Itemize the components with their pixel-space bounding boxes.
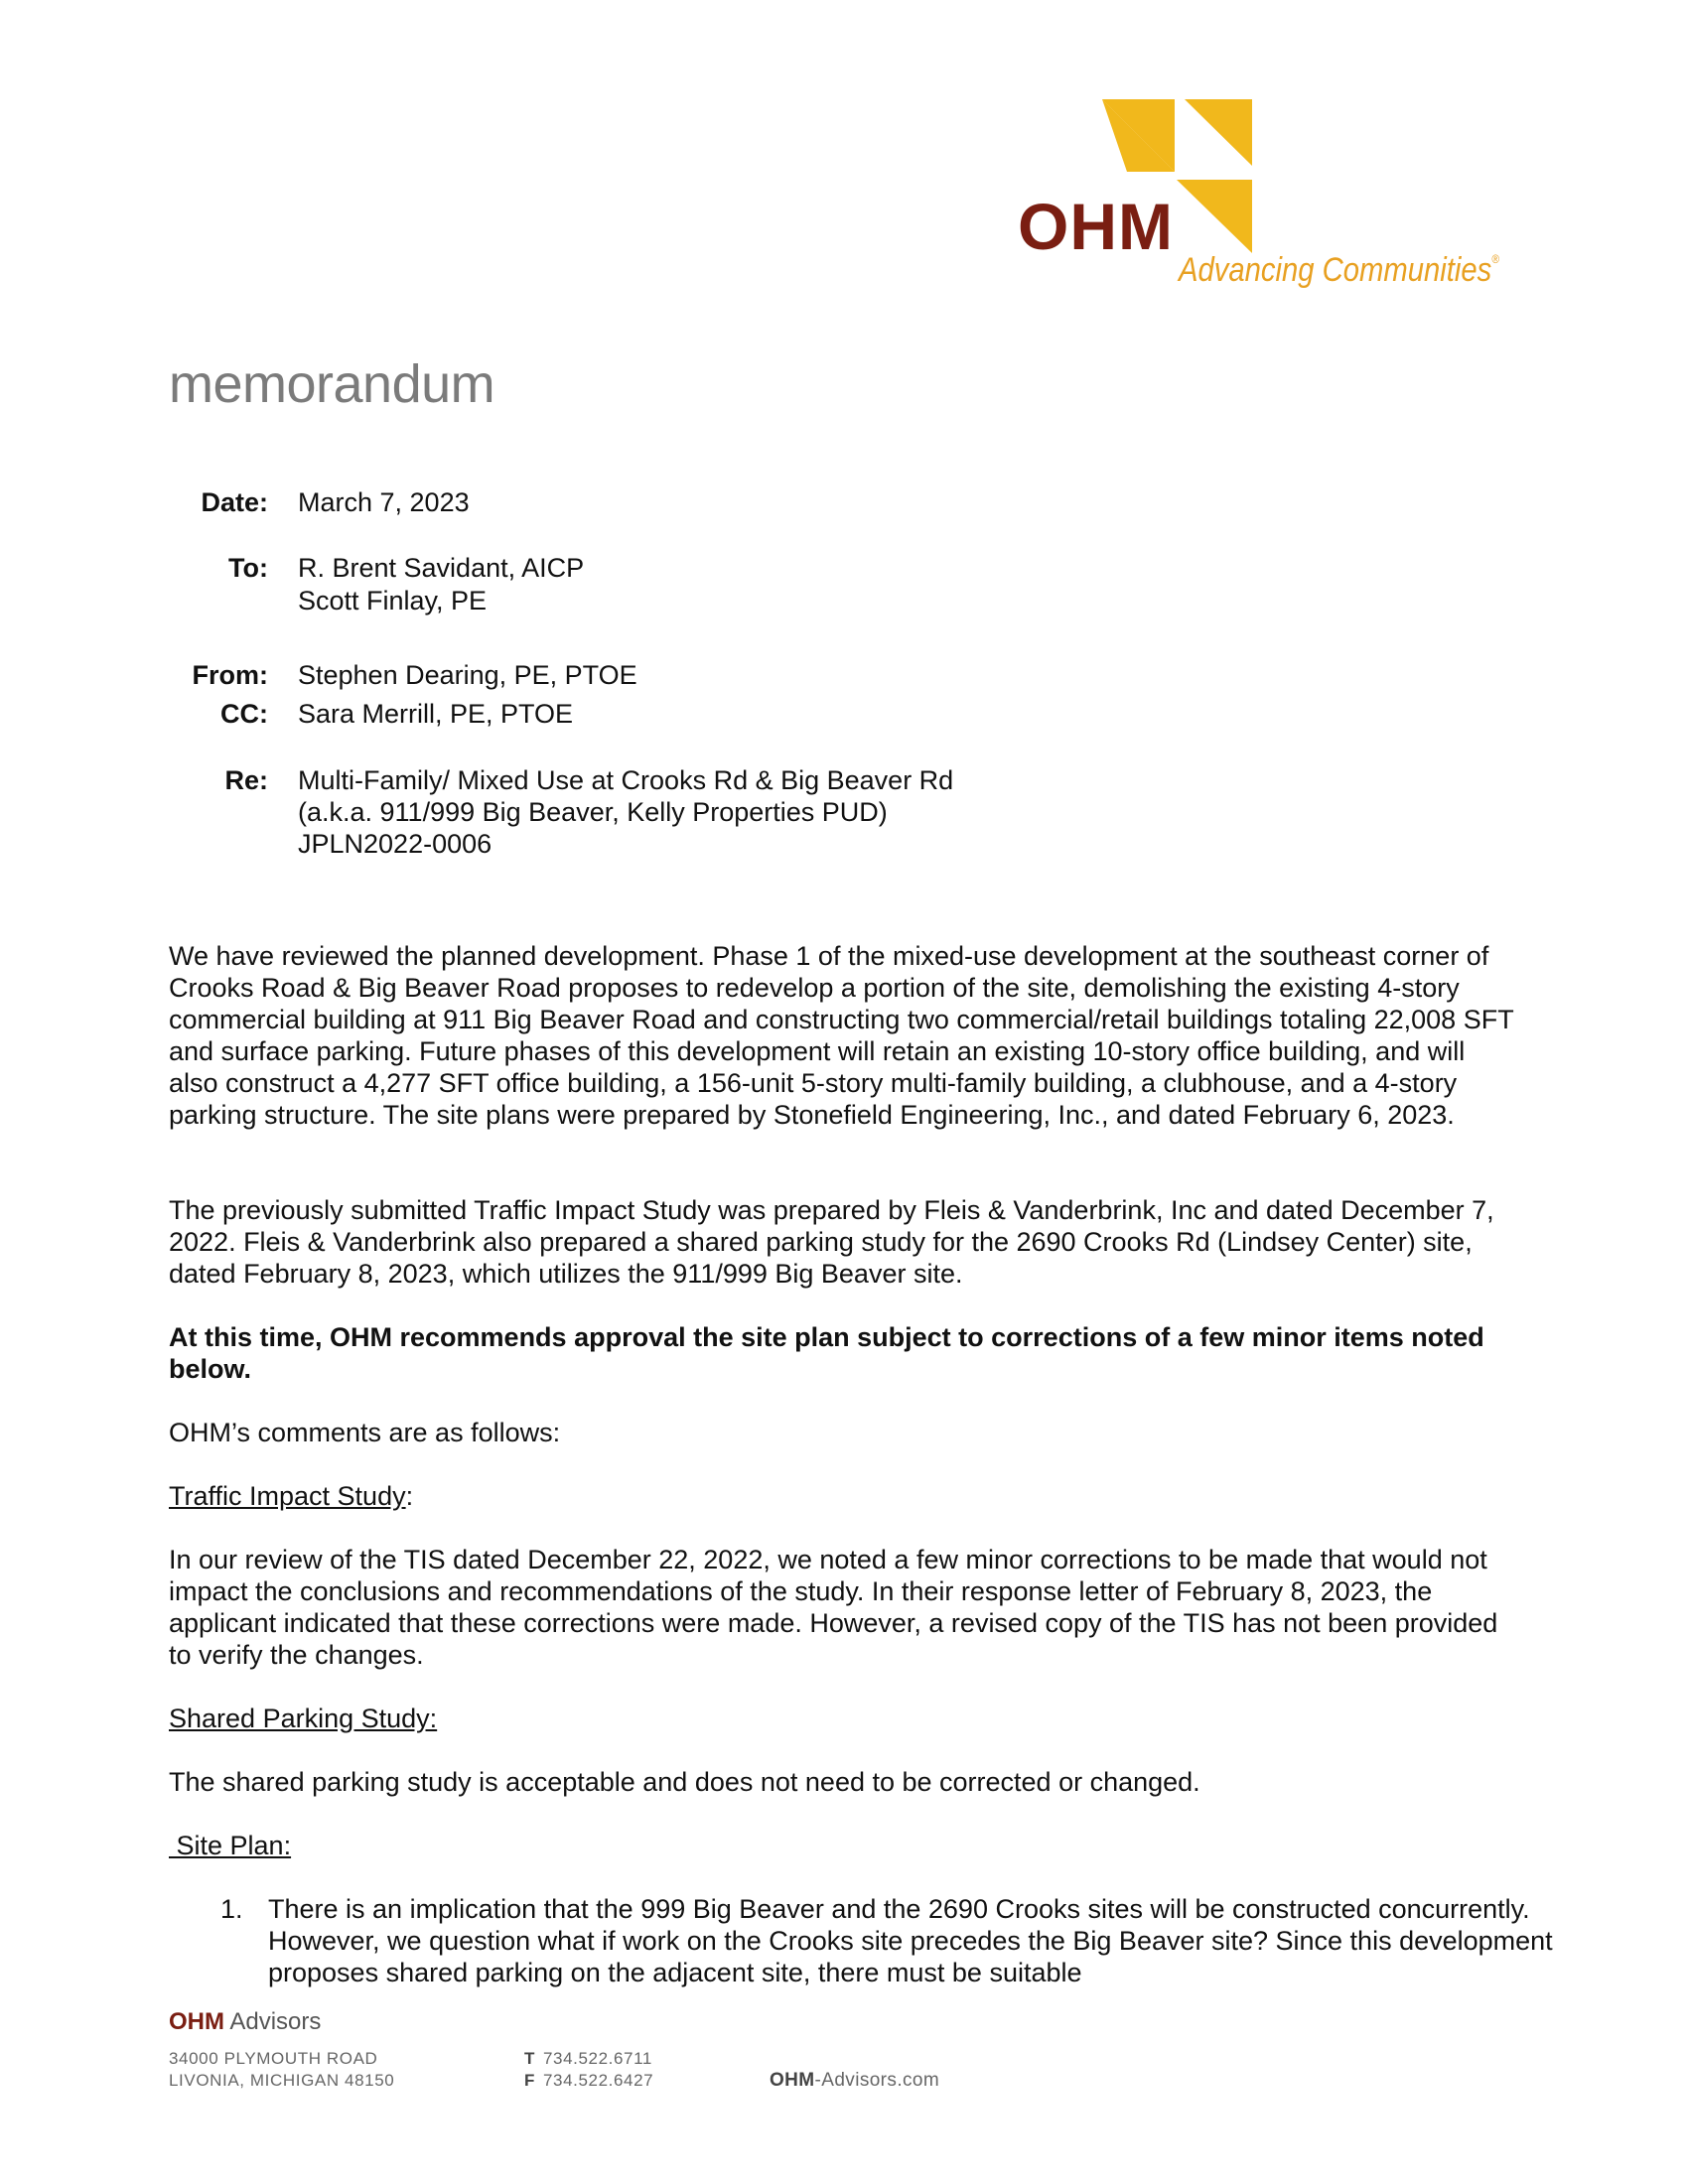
- re-value-2: (a.k.a. 911/999 Big Beaver, Kelly Properties PUD): [298, 797, 888, 827]
- page-footer: [169, 2008, 1559, 2091]
- date-value: March 7, 2023: [298, 487, 470, 517]
- footer-address: [169, 2048, 394, 2092]
- paragraph-tis-review: In our review of the TIS dated December 22, 2022, we noted a few minor corrections to be made that would not impact the conclusions and recommendations of the study. In their response letter of February 8, 2023, the applicant indicated that these corrections were made. However, a revised copy of the TIS has not been provided to verify the changes.: [169, 1545, 1498, 1670]
- footer-fax: F 734.522.6427: [524, 2071, 654, 2090]
- paragraph-tis-background: The previously submitted Traffic Impact Study was prepared by Fleis & Vanderbrink, Inc and dated December 7, 2022. Fleis & Vanderbrink also prepared a shared parking study for the 2690 Crooks Rd (Lindsey Center) site, dated February 8, 2023, which utilizes the 911/999 Big Beaver site.: [169, 1195, 1494, 1289]
- paragraph-shared-parking: The shared parking study is acceptable and does not need to be corrected or changed.: [169, 1767, 1200, 1797]
- footer-address-line-1: 34000 PLYMOUTH ROAD: [169, 2049, 378, 2068]
- paragraph-recommendation: At this time, OHM recommends approval the site plan subject to corrections of a few minor items noted below.: [169, 1322, 1484, 1384]
- date-label: Date:: [201, 487, 268, 517]
- heading-site-plan: Site Plan:: [169, 1831, 292, 1860]
- footer-website-link[interactable]: OHM-Advisors.com: [770, 2070, 940, 2091]
- re-value-3: JPLN2022-0006: [298, 829, 492, 859]
- footer-contact: [524, 2048, 653, 2092]
- page-title: memorandum: [169, 354, 495, 414]
- to-value-2: Scott Finlay, PE: [298, 586, 488, 615]
- logo-tagline: Advancing Communities®: [1179, 251, 1499, 289]
- from-label: From:: [192, 660, 268, 690]
- list-item-number: 1.: [220, 1894, 243, 1924]
- paragraph-overview: We have reviewed the planned development. Phase 1 of the mixed-use development at the southeast corner of Crooks Road & Big Beaver Road proposes to redevelop a portion of the site, demolishing the existing 4-story commercial building at 911 Big Beaver Road and constructing two commercial/retail buildings totaling 22,008 SFT and surface parking. Future phases of this development will retain an existing 10-story office building, and will also construct a 4,277 SFT office building, a 156-unit 5-story multi-family building, a clubhouse, and a 4-story parking structure. The site plans were prepared by Stonefield Engineering, Inc., and dated February 6, 2023.: [169, 941, 1514, 1130]
- re-label: Re:: [224, 765, 268, 795]
- re-value-1: Multi-Family/ Mixed Use at Crooks Rd & Big Beaver Rd: [298, 765, 954, 795]
- from-value: Stephen Dearing, PE, PTOE: [298, 660, 637, 690]
- heading-shared-parking-study: Shared Parking Study:: [169, 1704, 438, 1733]
- footer-company: OHM Advisors: [169, 2008, 322, 2035]
- list-item-text: There is an implication that the 999 Big Beaver and the 2690 Crooks sites will be constructed concurrently. However, we question what if work on the Crooks site precedes the Big Beaver site? Since this development proposes shared parking on the adjacent site, there must be suitable: [268, 1894, 1553, 1987]
- paragraph-comments-intro: OHM’s comments are as follows:: [169, 1418, 561, 1447]
- ohm-logo: [1018, 94, 1514, 293]
- footer-phone: T 734.522.6711: [524, 2049, 652, 2068]
- cc-value: Sara Merrill, PE, PTOE: [298, 699, 574, 729]
- cc-label: CC:: [220, 699, 268, 729]
- footer-address-line-2: LIVONIA, MICHIGAN 48150: [169, 2071, 395, 2090]
- ohm-wordmark: OHM: [1018, 190, 1174, 263]
- heading-traffic-impact-study: Traffic Impact Study:: [169, 1481, 414, 1511]
- to-label: To:: [228, 553, 268, 583]
- to-value-1: R. Brent Savidant, AICP: [298, 553, 585, 583]
